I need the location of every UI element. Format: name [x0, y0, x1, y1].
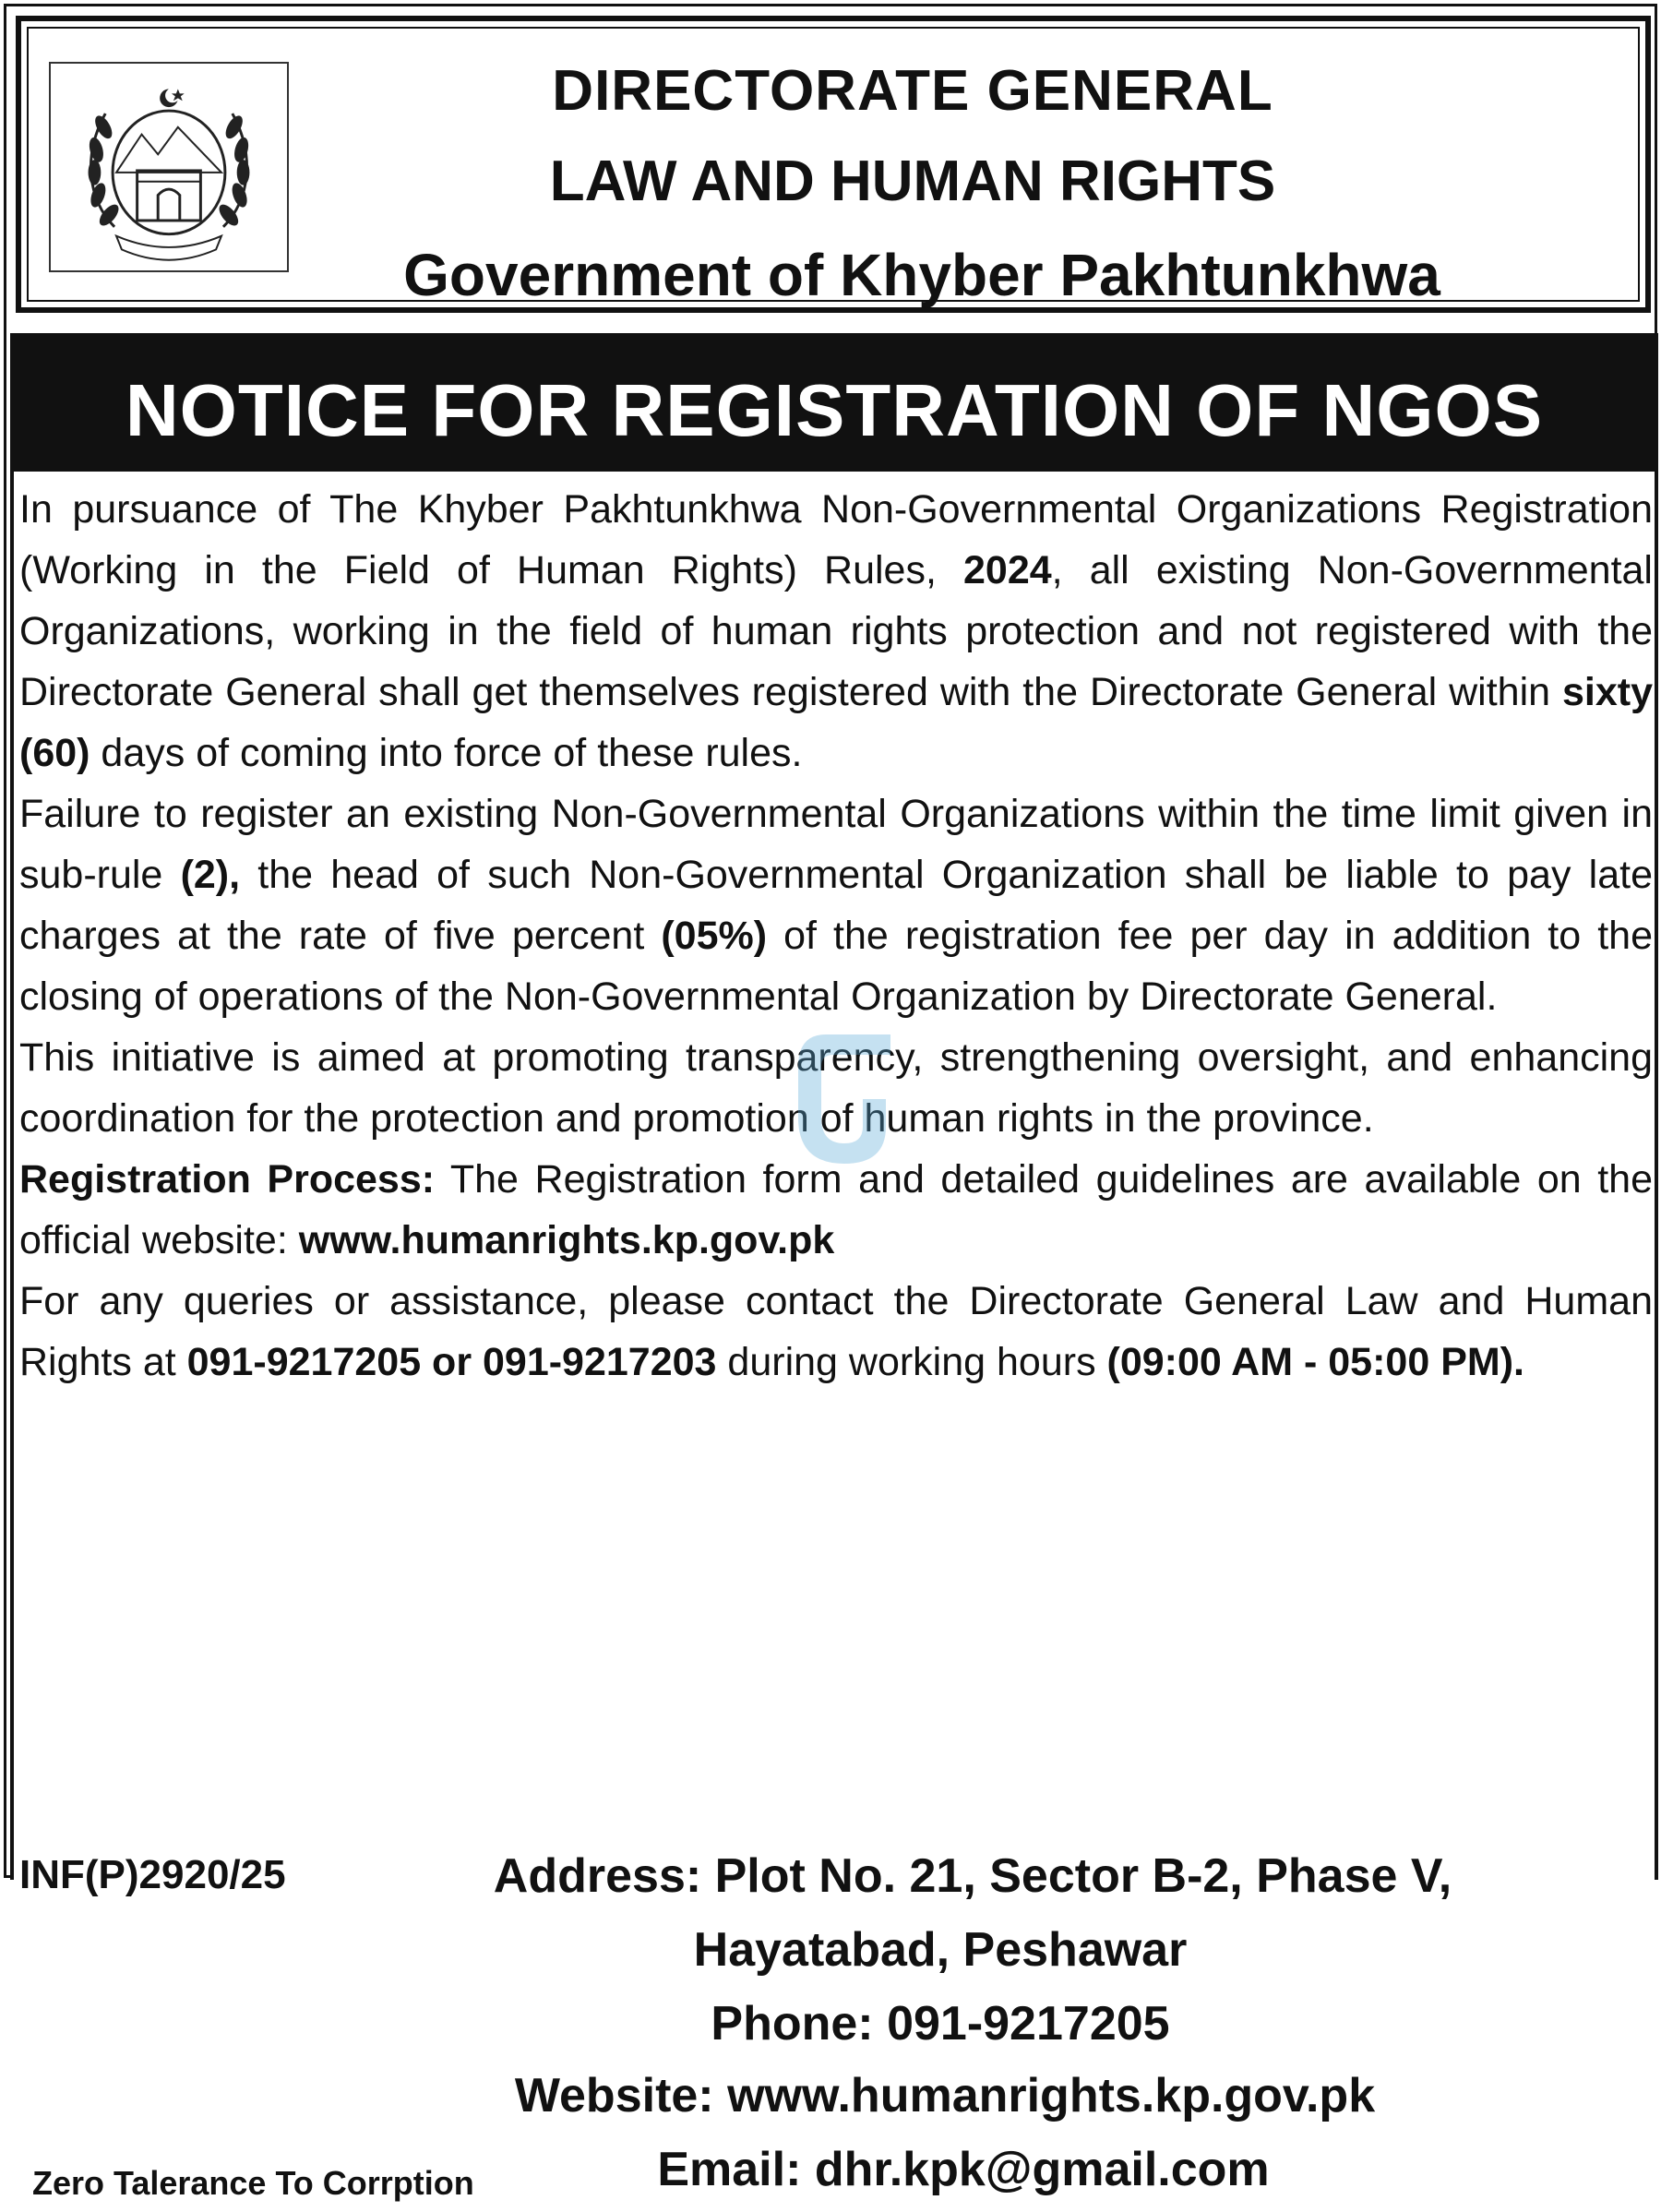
p1-year: 2024	[963, 548, 1052, 592]
p4-website-link[interactable]: www.humanrights.kp.gov.pk	[298, 1218, 835, 1262]
address-line-2: Hayatabad, Peshawar	[693, 1923, 1188, 1977]
p4-text: The Registration form and detailed guidelines are available on the official website:	[19, 1157, 1654, 1262]
p4-label: Registration Process:	[19, 1157, 436, 1202]
p2-text-e: of the registration fee per day in addition to the closing of operations of the Non-Governmental Organization by Directorate General.	[19, 914, 1653, 1019]
header-line-law-human-rights: LAW AND HUMAN RIGHTS	[549, 149, 1276, 213]
notice-body-text	[19, 479, 1653, 1393]
header-line-directorate: DIRECTORATE GENERAL	[552, 59, 1273, 123]
phone-line: Phone: 091-9217205	[711, 1997, 1170, 2051]
p2-text-a: Failure to register an existing Non-Governmental Organizations within the time limit given in sub-rule	[19, 792, 1653, 897]
p1-text-a: In pursuance of The Khyber Pakhtunkhwa Non-Governmental Organizations Registration (Working in the Field of Human Rights) Rules,	[19, 487, 1653, 592]
reference-code: INF(P)2920/25	[19, 1852, 286, 1897]
paragraph-initiative: This initiative is aimed at promoting transparency, strengthening oversight, and enhancing coordination for the protection and promotion of human rights in the province.	[19, 1035, 1653, 1141]
p2-percent: (05%)	[661, 914, 768, 958]
paragraph-penalty	[19, 783, 1653, 1027]
p1-deadline: sixty (60)	[19, 670, 1653, 775]
p5-text-a: For any queries or assistance, please contact the Directorate General Law and Human Rights at	[19, 1279, 1653, 1384]
header-box	[16, 16, 1651, 313]
website-line[interactable]: Website: www.humanrights.kp.gov.pk	[514, 2069, 1376, 2122]
notice-page	[4, 4, 1657, 2202]
watermark-icon	[771, 998, 909, 1182]
p2-subrule: (2),	[180, 853, 241, 897]
notice-title: NOTICE FOR REGISTRATION OF NGOS	[125, 369, 1544, 451]
p5-text-c: during working hours	[716, 1340, 1107, 1384]
header-line-government: Government of Khyber Pakhtunkhwa	[403, 242, 1440, 308]
notice-black-area	[10, 333, 1658, 2202]
p1-text-e: days of coming into force of these rules.	[90, 731, 803, 775]
p5-hours: (09:00 AM - 05:00 PM).	[1106, 1340, 1524, 1384]
p5-phones: 091-9217205 or 091-9217203	[186, 1340, 717, 1384]
paragraph-rules	[19, 479, 1653, 783]
notice-body-panel	[14, 472, 1655, 1828]
address-line-1: Address: Plot No. 21, Sector B-2, Phase V,	[493, 1849, 1452, 1903]
p1-text-c: , all existing Non-Governmental Organizations, working in the field of human rights protection and not registered with the Directorate General shall get themselves registered with the Directorate General within	[19, 548, 1653, 714]
email-line[interactable]: Email: dhr.kpk@gmail.com	[657, 2143, 1270, 2196]
paragraph-contact	[19, 1271, 1653, 1393]
notice-footer	[14, 1824, 1655, 2212]
p2-text-c: the head of such Non-Governmental Organization shall be liable to pay late charges at the rate of five percent	[19, 853, 1653, 958]
anti-corruption-slogan: Zero Talerance To Corrption	[32, 2164, 474, 2202]
